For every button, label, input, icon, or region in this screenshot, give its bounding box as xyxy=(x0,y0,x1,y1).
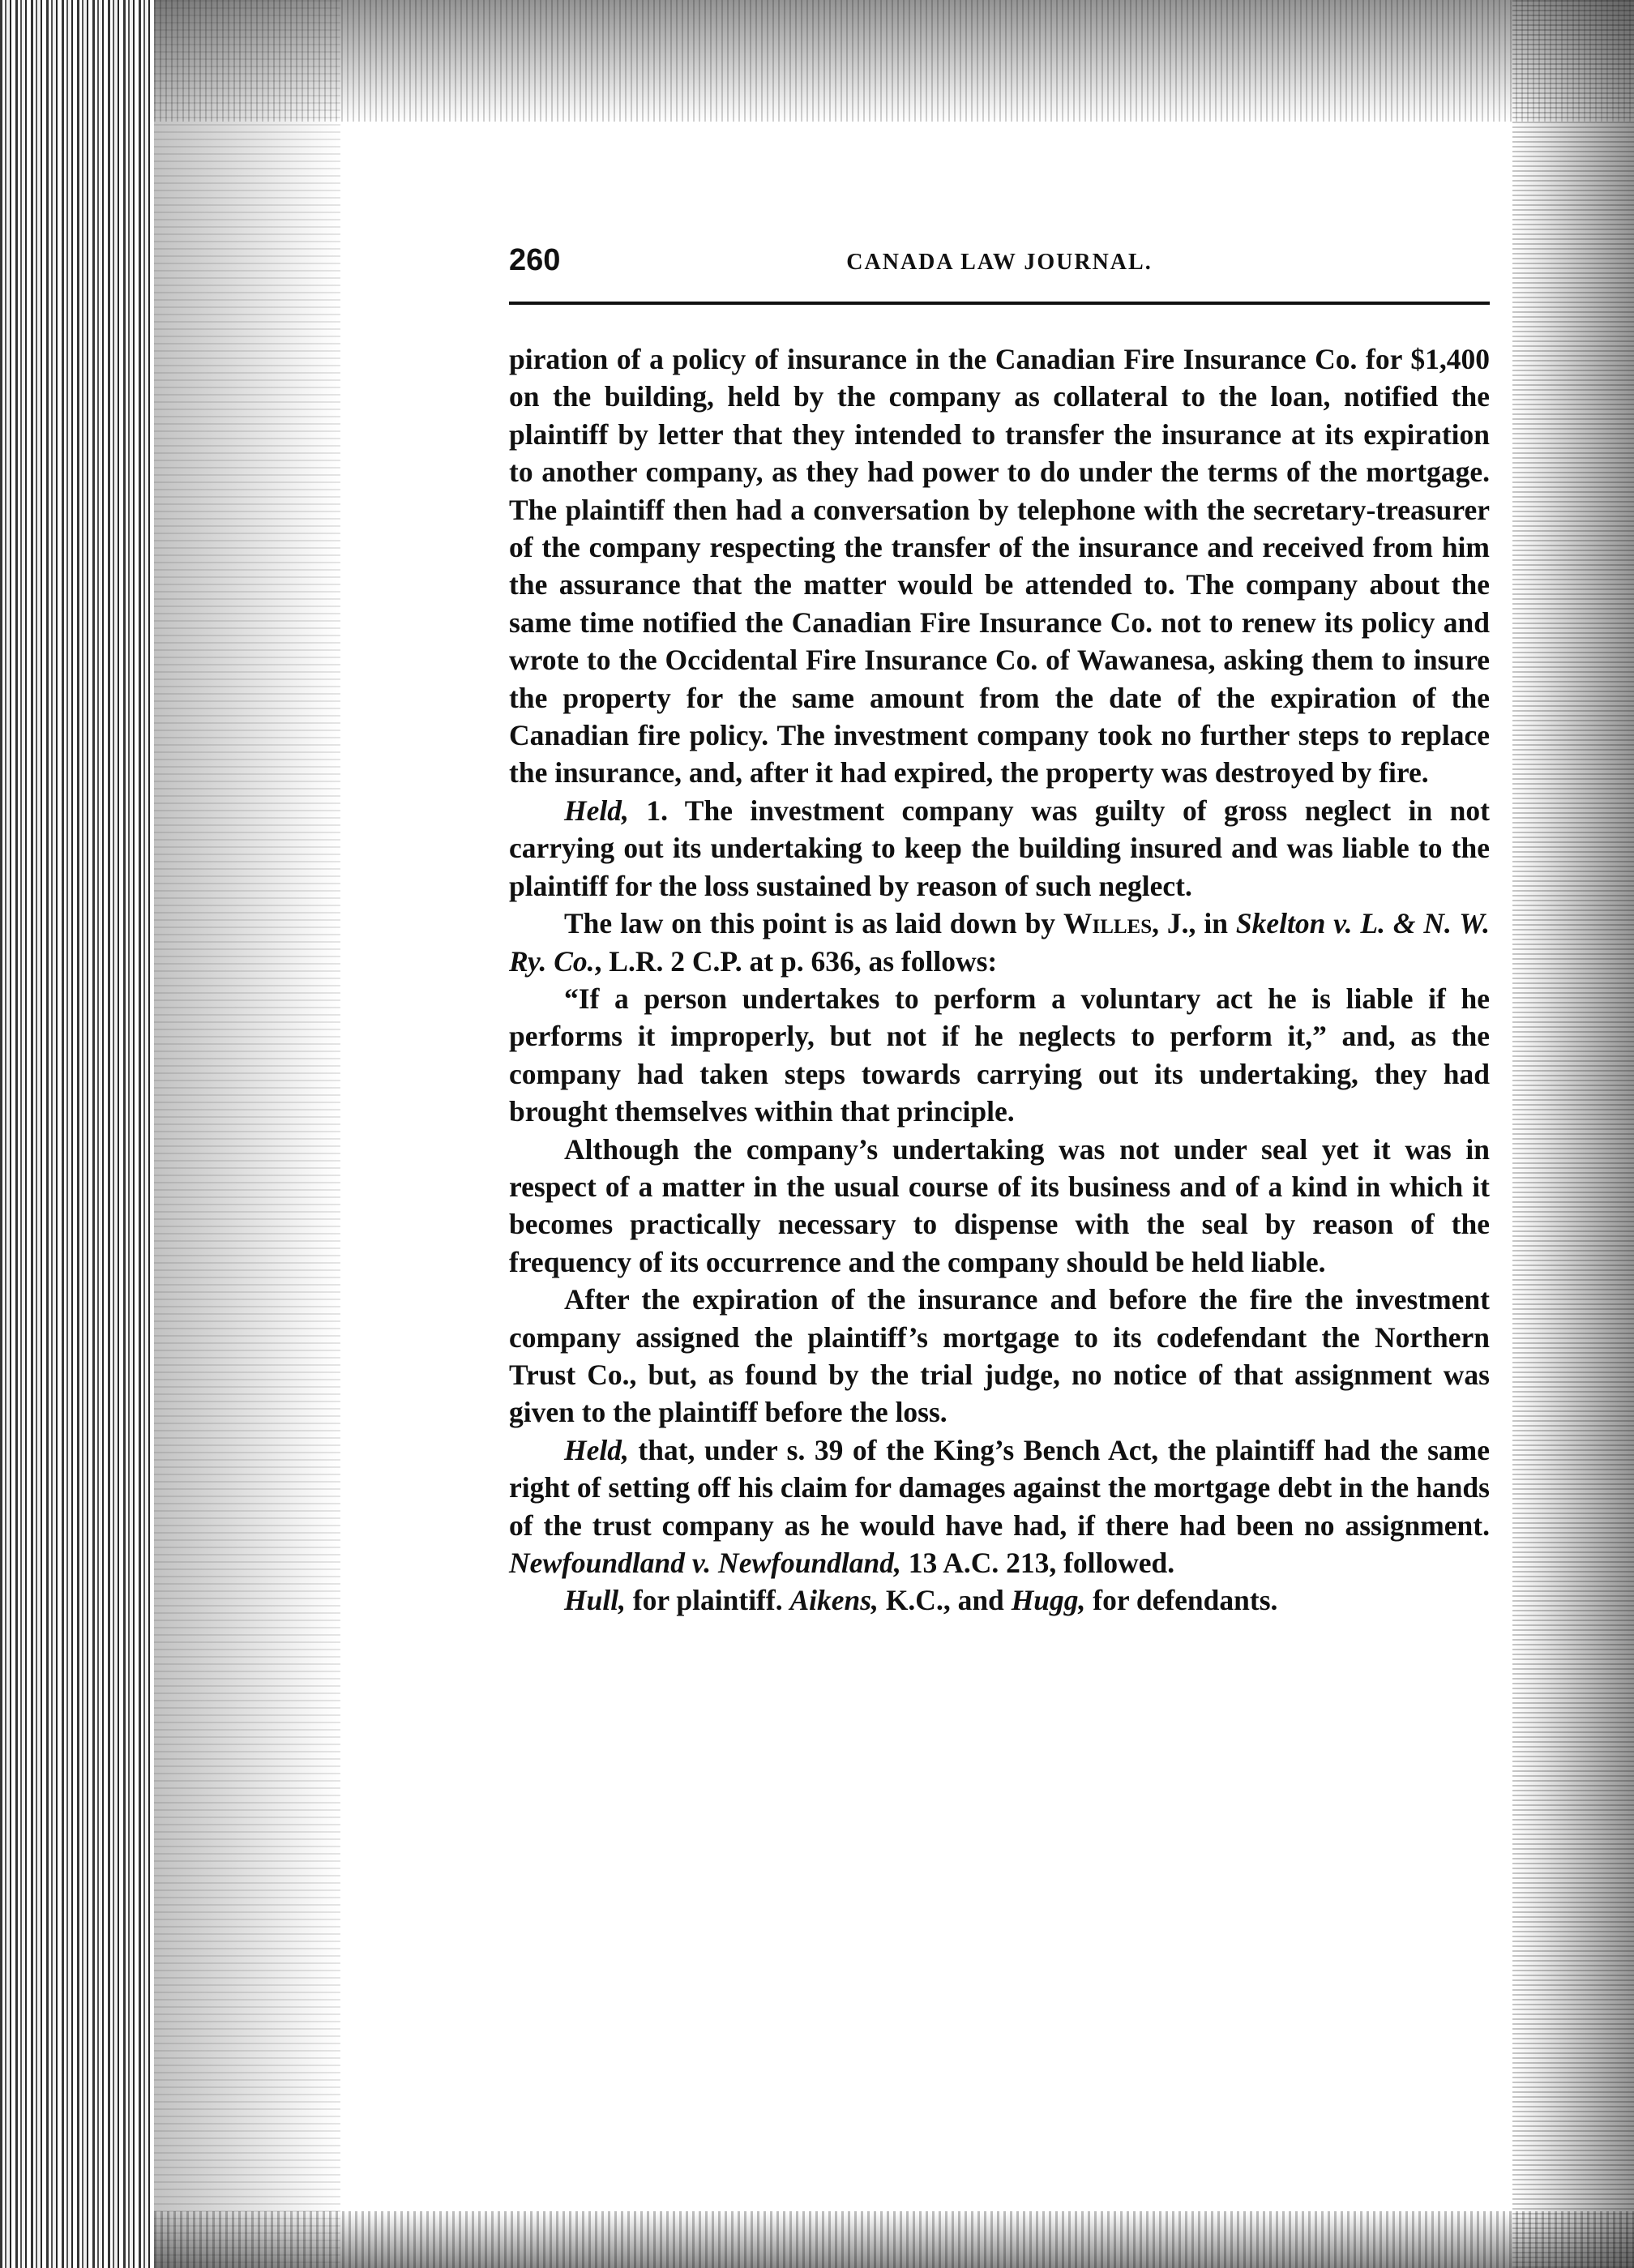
page-header xyxy=(509,243,1490,292)
page-number: 260 xyxy=(509,243,561,277)
scan-edge-top xyxy=(154,0,1634,122)
held-label: Held, xyxy=(564,1433,629,1466)
counsel-hugg: Hugg, xyxy=(1011,1584,1086,1617)
judge-name: Willes xyxy=(1063,907,1153,940)
paragraph-law: The law on this point is as laid down by Willes, J., in Skelton v. L. & N. W. Ry. Co., L.R. 2 C.P. at p. 636, as follows: xyxy=(509,907,1490,978)
paragraph-counsel: Hull, for plaintiff. Aikens, K.C., and Hugg, for defendants. xyxy=(564,1584,1278,1617)
paragraph-assignment: After the expiration of the insurance and before the fire the investment company assigned the plaintiff’s mortgage to its codefendant the Northern Trust Co., but, as found by the trial judge, no notice of that assignment was given to the plaintiff before the loss. xyxy=(509,1283,1490,1429)
header-rule xyxy=(509,302,1490,305)
paragraph-facts: piration of a policy of insurance in the Canadian Fire Insurance Co. for $1,400 on the building, held by the company as collateral to the loan, notified the plaintiff by letter that they intended to transfer the insurance at its expiration to another company, as they had power to do under the terms of the mortgage. The plaintiff then had a conversation by telephone with the secretary-treasurer of the company respecting the transfer of the insurance and received from him the assurance that the matter would be attended to. The company about the same time notified the Canadian Fire Insurance Co. not to renew its policy and wrote to the Occidental Fire Insurance Co. of Wawanesa, asking them to insure the property for the same amount from the date of the expiration of the Canadian fire policy. The investment company took no further steps to replace the insurance, and, after it had expired, the property was destroyed by fire. xyxy=(509,343,1490,790)
paragraph-held-2: Held, that, under s. 39 of the King’s Bench Act, the plaintiff had the same right of setting off his claim for damages against the mortgage debt in the hands of the trust company as he would have had, if there had been no assignment. Newfoundland v. Newfoundland, 13 A.C. 213, followed. xyxy=(509,1433,1490,1579)
scan-edge-bottom xyxy=(154,2211,1634,2268)
held-label: Held, xyxy=(564,794,629,827)
paragraph-seal: Although the company’s undertaking was not under seal yet it was in respect of a matter in the usual course of its business and of a kind in which it becomes practically necessary to dispense with the seal by reason of the frequency of its occurrence and the company should be held liable. xyxy=(509,1132,1490,1278)
paragraph-held-1 xyxy=(509,792,1490,905)
counsel-hull: Hull, xyxy=(564,1584,626,1617)
case-citation-skelton: Skelton v. L. & N. W. Ry. Co. xyxy=(509,907,1490,978)
scan-edge-left-shadow xyxy=(154,0,340,2268)
scan-edge-right xyxy=(1512,0,1634,2268)
scan-edge-left xyxy=(0,0,154,2268)
running-title: CANADA LAW JOURNAL. xyxy=(846,250,1153,275)
page-body xyxy=(509,340,1490,1620)
held-1-text: 1. The investment company was guilty of gross neglect in not carrying out its undertaking to keep the building insured and was liable to the plaintiff for the loss sustained by reason of such neglect. xyxy=(509,794,1490,902)
counsel-aikens: Aikens, xyxy=(789,1584,879,1617)
paragraph-quote: “If a person undertakes to perform a voluntary act he is liable if he performs it improperly, but not if he neglects to perform it,” and, as the company had taken steps towards carrying out its undertaking, they had brought themselves within that principle. xyxy=(509,982,1490,1128)
case-citation-newfoundland: Newfoundland v. Newfoundland, xyxy=(509,1547,901,1579)
